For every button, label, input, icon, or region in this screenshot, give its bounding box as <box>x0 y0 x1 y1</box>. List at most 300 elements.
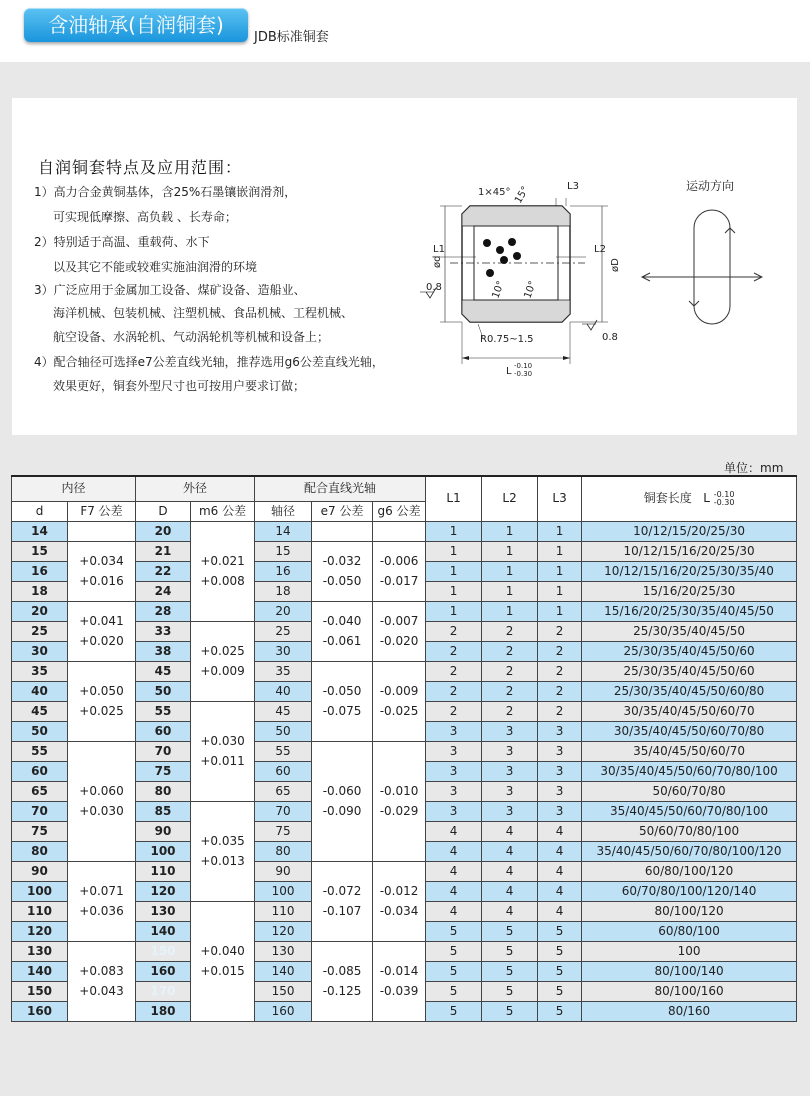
cell-l3: 5 <box>538 1001 582 1021</box>
spec-table-body <box>12 521 797 1021</box>
cell-l1: 3 <box>426 761 482 781</box>
cell-g6-tolerance-value: -0.010 <box>379 784 419 798</box>
cell-l2: 1 <box>482 581 538 601</box>
cell-D: 60 <box>136 721 191 741</box>
cell-D: 170 <box>136 981 191 1001</box>
cell-e7-tolerance-value: -0.125 <box>322 984 362 998</box>
cell-length: 80/100/120 <box>582 901 797 921</box>
spec-table-wrapper <box>11 475 796 1025</box>
cell-shaft-diameter: 55 <box>255 741 312 761</box>
cell-shaft-diameter: 130 <box>255 941 312 961</box>
cell-length: 80/100/160 <box>582 981 797 1001</box>
cell-e7-tolerance <box>312 541 373 601</box>
cell-d: 35 <box>12 661 68 681</box>
cell-l2: 1 <box>482 601 538 621</box>
cell-l1: 5 <box>426 941 482 961</box>
cell-g6-tolerance-value: -0.025 <box>379 704 419 718</box>
table-row <box>12 661 797 681</box>
cell-l2: 1 <box>482 561 538 581</box>
cell-e7-tolerance-value: -0.032 <box>322 554 362 568</box>
cell-g6-tolerance <box>373 861 426 941</box>
cell-l3: 2 <box>538 661 582 681</box>
cell-f7-tolerance-value: +0.071 <box>79 884 124 898</box>
cell-D: 85 <box>136 801 191 821</box>
cell-e7-tolerance-value: -0.061 <box>322 634 362 648</box>
cell-shaft-diameter: 50 <box>255 721 312 741</box>
table-row <box>12 541 797 561</box>
cell-f7-tolerance-value: +0.041 <box>79 614 124 628</box>
feature-line: 海洋机械、包装机械、注塑机械、食品机械、工程机械、 <box>53 306 354 320</box>
cell-l1: 1 <box>426 601 482 621</box>
length-tol-lower: -0.30 <box>514 370 533 378</box>
cell-d: 70 <box>12 801 68 821</box>
header-f7: F7 公差 <box>68 501 136 521</box>
cell-g6-tolerance-value: -0.017 <box>379 574 419 588</box>
bushing-wall-bottom <box>462 300 570 322</box>
cell-D: 55 <box>136 701 191 721</box>
cell-l3: 2 <box>538 621 582 641</box>
cell-shaft-diameter: 40 <box>255 681 312 701</box>
cell-l2: 1 <box>482 541 538 561</box>
cell-l3: 3 <box>538 801 582 821</box>
cell-m6-tolerance-value: +0.009 <box>200 664 245 678</box>
cell-f7-tolerance-value: +0.036 <box>79 904 124 918</box>
cell-g6-tolerance-value: -0.039 <box>379 984 419 998</box>
cell-l3: 1 <box>538 601 582 621</box>
cell-m6-tolerance <box>191 801 255 901</box>
cell-f7-tolerance <box>68 861 136 941</box>
cell-f7-tolerance <box>68 941 136 1021</box>
feature-line: 1）高力合金黄铜基体，含25%石墨镶嵌润滑剂， <box>34 185 297 199</box>
cell-l3: 1 <box>538 541 582 561</box>
cell-length: 25/30/35/40/45/50/60 <box>582 661 797 681</box>
cell-length: 35/40/45/50/60/70/80/100/120 <box>582 841 797 861</box>
length-label: L <box>506 366 512 377</box>
cell-shaft-diameter: 110 <box>255 901 312 921</box>
cell-l1: 2 <box>426 701 482 721</box>
table-row <box>12 941 797 961</box>
cell-shaft-diameter: 80 <box>255 841 312 861</box>
cell-D: 80 <box>136 781 191 801</box>
header-m6: m6 公差 <box>191 501 255 521</box>
cell-e7-tolerance-value: -0.060 <box>322 784 362 798</box>
cell-l3: 2 <box>538 681 582 701</box>
cell-m6-tolerance-value: +0.021 <box>200 554 245 568</box>
cell-l1: 4 <box>426 901 482 921</box>
cell-l3: 3 <box>538 741 582 761</box>
cell-g6-tolerance-value: -0.007 <box>379 614 419 628</box>
cell-m6-tolerance <box>191 901 255 1021</box>
cell-g6-tolerance <box>373 941 426 1021</box>
bushing-section-diagram <box>380 176 630 386</box>
cell-l1: 3 <box>426 741 482 761</box>
cell-l1: 1 <box>426 561 482 581</box>
cell-m6-tolerance <box>191 521 255 621</box>
feature-line: 4）配合轴径可选择e7公差直线光轴，推荐选用g6公差直线光轴， <box>34 355 384 369</box>
table-row <box>12 861 797 881</box>
cell-e7-tolerance-value: -0.050 <box>322 574 362 588</box>
cell-shaft-diameter: 60 <box>255 761 312 781</box>
cell-g6-tolerance <box>373 541 426 601</box>
cell-l3: 2 <box>538 701 582 721</box>
motion-direction-diagram <box>640 176 770 346</box>
cell-D: 38 <box>136 641 191 661</box>
bushing-length-tolerance: -0.10 -0.30 <box>713 489 735 507</box>
cell-l2: 5 <box>482 961 538 981</box>
cell-m6-tolerance-value: +0.040 <box>200 944 245 958</box>
motion-label: 运动方向 <box>686 179 735 193</box>
angle-left-label: 10° <box>490 279 507 301</box>
cell-f7-tolerance-value: +0.030 <box>79 804 124 818</box>
cell-l1: 1 <box>426 581 482 601</box>
cell-l2: 5 <box>482 1001 538 1021</box>
cell-D: 120 <box>136 881 191 901</box>
cell-e7-tolerance <box>312 861 373 941</box>
cell-shaft-diameter: 25 <box>255 621 312 641</box>
cell-l2: 3 <box>482 741 538 761</box>
cell-l1: 2 <box>426 661 482 681</box>
roughness-mark-right <box>587 320 597 330</box>
cell-length: 60/80/100/120 <box>582 861 797 881</box>
cell-l2: 2 <box>482 661 538 681</box>
cell-l2: 4 <box>482 821 538 841</box>
cell-length: 10/12/15/16/20/25/30/35/40 <box>582 561 797 581</box>
cell-shaft-diameter: 100 <box>255 881 312 901</box>
cell-e7-tolerance-value: -0.040 <box>322 614 362 628</box>
cell-g6-tolerance-value: -0.029 <box>379 804 419 818</box>
cell-d: 120 <box>12 921 68 941</box>
cell-d: 140 <box>12 961 68 981</box>
cell-d: 18 <box>12 581 68 601</box>
cell-g6-tolerance-value: -0.009 <box>379 684 419 698</box>
ra-left-label: 0.8 <box>426 282 442 293</box>
ra-right-label: 0.8 <box>602 332 618 343</box>
cell-f7-tolerance <box>68 741 136 861</box>
cell-g6-tolerance-value: -0.012 <box>379 884 419 898</box>
cell-shaft-diameter: 140 <box>255 961 312 981</box>
od-label: ød <box>432 255 443 268</box>
header-l1: L1 <box>426 476 482 521</box>
cell-l3: 3 <box>538 721 582 741</box>
cell-shaft-diameter: 18 <box>255 581 312 601</box>
cell-l3: 5 <box>538 941 582 961</box>
cell-l3: 4 <box>538 881 582 901</box>
cell-l3: 5 <box>538 961 582 981</box>
cell-l3: 3 <box>538 781 582 801</box>
cell-g6-tolerance <box>373 521 426 541</box>
cell-l3: 3 <box>538 761 582 781</box>
cell-length: 35/40/45/50/60/70 <box>582 741 797 761</box>
cell-d: 20 <box>12 601 68 621</box>
cell-e7-tolerance-value: -0.090 <box>322 804 362 818</box>
cell-d: 40 <box>12 681 68 701</box>
cell-l2: 3 <box>482 761 538 781</box>
features-panel <box>12 98 797 435</box>
cell-l1: 3 <box>426 781 482 801</box>
cell-length: 25/30/35/40/45/50/60 <box>582 641 797 661</box>
cell-length: 80/160 <box>582 1001 797 1021</box>
header <box>0 0 810 62</box>
cell-D: 130 <box>136 901 191 921</box>
cell-l1: 1 <box>426 541 482 561</box>
cell-e7-tolerance-value: -0.085 <box>322 964 362 978</box>
header-bushing-length <box>582 476 797 521</box>
cell-shaft-diameter: 14 <box>255 521 312 541</box>
cell-e7-tolerance <box>312 521 373 541</box>
cell-l3: 1 <box>538 561 582 581</box>
cell-length: 30/35/40/45/50/60/70 <box>582 701 797 721</box>
cell-f7-tolerance <box>68 521 136 541</box>
cell-shaft-diameter: 16 <box>255 561 312 581</box>
cell-d: 160 <box>12 1001 68 1021</box>
cell-shaft-diameter: 15 <box>255 541 312 561</box>
radius-label: R0.75~1.5 <box>480 334 534 345</box>
cell-l1: 4 <box>426 841 482 861</box>
chamfer-label: 1×45° <box>478 187 511 198</box>
cell-d: 15 <box>12 541 68 561</box>
cell-D: 90 <box>136 821 191 841</box>
cell-f7-tolerance-value: +0.050 <box>79 684 124 698</box>
cell-l3: 5 <box>538 981 582 1001</box>
angle-right-label: 10° <box>522 279 539 301</box>
cell-D: 45 <box>136 661 191 681</box>
cell-m6-tolerance-value: +0.015 <box>200 964 245 978</box>
cell-l3: 4 <box>538 841 582 861</box>
cell-shaft-diameter: 90 <box>255 861 312 881</box>
cell-l3: 5 <box>538 921 582 941</box>
cell-shaft-diameter: 65 <box>255 781 312 801</box>
header-d: d <box>12 501 68 521</box>
feature-line: 航空设备、水涡轮机、气动涡轮机等机械和设备上； <box>53 330 330 344</box>
cell-length: 80/100/140 <box>582 961 797 981</box>
cell-D: 160 <box>136 961 191 981</box>
cell-m6-tolerance-value: +0.035 <box>200 834 245 848</box>
cell-l1: 3 <box>426 721 482 741</box>
page-title: 含油轴承(自润铜套) <box>24 8 248 42</box>
cell-e7-tolerance <box>312 741 373 861</box>
cell-f7-tolerance <box>68 601 136 661</box>
cell-D: 20 <box>136 521 191 541</box>
cell-f7-tolerance <box>68 541 136 601</box>
oD-label: øD <box>610 258 621 272</box>
cell-f7-tolerance-value: +0.034 <box>79 554 124 568</box>
cell-shaft-diameter: 70 <box>255 801 312 821</box>
header-inner-diameter: 内径 <box>12 476 136 501</box>
angle-top-label: 15° <box>513 184 532 206</box>
header-mating-shaft: 配合直线光轴 <box>255 476 426 501</box>
cell-l2: 2 <box>482 701 538 721</box>
cell-length: 15/16/20/25/30 <box>582 581 797 601</box>
cell-l2: 2 <box>482 621 538 641</box>
cell-D: 33 <box>136 621 191 641</box>
features-title: 自润铜套特点及应用范围： <box>38 158 243 177</box>
feature-line: 以及其它不能或较难实施油润滑的环境 <box>53 260 258 274</box>
motion-slot-icon <box>694 210 730 324</box>
cell-length: 25/30/35/40/45/50/60/80 <box>582 681 797 701</box>
cell-g6-tolerance-value: -0.020 <box>379 634 419 648</box>
cell-shaft-diameter: 150 <box>255 981 312 1001</box>
cell-f7-tolerance-value: +0.083 <box>79 964 124 978</box>
header-D: D <box>136 501 191 521</box>
cell-l1: 4 <box>426 881 482 901</box>
table-row <box>12 741 797 761</box>
cell-d: 100 <box>12 881 68 901</box>
cell-l1: 3 <box>426 801 482 821</box>
cell-l2: 1 <box>482 521 538 541</box>
cell-length: 60/70/80/100/120/140 <box>582 881 797 901</box>
cell-f7-tolerance-value: +0.025 <box>79 704 124 718</box>
cell-e7-tolerance <box>312 601 373 661</box>
cell-e7-tolerance-value: -0.107 <box>322 904 362 918</box>
cell-shaft-diameter: 45 <box>255 701 312 721</box>
cell-l1: 5 <box>426 981 482 1001</box>
cell-d: 150 <box>12 981 68 1001</box>
cell-l1: 2 <box>426 621 482 641</box>
l3-label: L3 <box>567 181 579 192</box>
cell-m6-tolerance <box>191 621 255 701</box>
cell-l1: 1 <box>426 521 482 541</box>
cell-m6-tolerance <box>191 701 255 801</box>
cell-length: 10/12/15/16/20/25/30 <box>582 541 797 561</box>
header-e7: e7 公差 <box>312 501 373 521</box>
cell-l3: 2 <box>538 641 582 661</box>
cell-length: 50/60/70/80 <box>582 781 797 801</box>
table-row <box>12 601 797 621</box>
cell-shaft-diameter: 120 <box>255 921 312 941</box>
cell-D: 22 <box>136 561 191 581</box>
cell-l3: 1 <box>538 581 582 601</box>
cell-shaft-diameter: 30 <box>255 641 312 661</box>
cell-l2: 2 <box>482 641 538 661</box>
cell-length: 30/35/40/45/50/60/70/80 <box>582 721 797 741</box>
cell-length: 60/80/100 <box>582 921 797 941</box>
feature-line: 可实现低摩擦、高负载 、长寿命； <box>53 210 237 224</box>
cell-d: 25 <box>12 621 68 641</box>
cell-l1: 2 <box>426 681 482 701</box>
cell-l2: 4 <box>482 841 538 861</box>
cell-e7-tolerance-value: -0.072 <box>322 884 362 898</box>
feature-line: 3）广泛应用于金属加工设备、煤矿设备、造船业、 <box>34 283 306 297</box>
cell-e7-tolerance <box>312 661 373 741</box>
cell-g6-tolerance <box>373 741 426 861</box>
cell-shaft-diameter: 160 <box>255 1001 312 1021</box>
cell-length: 15/16/20/25/30/35/40/45/50 <box>582 601 797 621</box>
header-g6: g6 公差 <box>373 501 426 521</box>
cell-D: 28 <box>136 601 191 621</box>
cell-g6-tolerance <box>373 601 426 661</box>
cell-m6-tolerance-value: +0.008 <box>200 574 245 588</box>
cell-D: 140 <box>136 921 191 941</box>
bushing-length-symbol: L <box>703 491 710 506</box>
cell-g6-tolerance-value: -0.034 <box>379 904 419 918</box>
cell-l2: 4 <box>482 901 538 921</box>
cell-d: 110 <box>12 901 68 921</box>
cell-l3: 4 <box>538 901 582 921</box>
cell-e7-tolerance-value: -0.075 <box>322 704 362 718</box>
cell-d: 60 <box>12 761 68 781</box>
cell-d: 65 <box>12 781 68 801</box>
l2-label: L2 <box>594 244 606 255</box>
cell-d: 80 <box>12 841 68 861</box>
cell-shaft-diameter: 35 <box>255 661 312 681</box>
feature-line: 2）特别适于高温、重载荷、水下 <box>34 235 210 249</box>
unit-label: 单位：mm <box>724 461 784 475</box>
cell-length: 10/12/15/20/25/30 <box>582 521 797 541</box>
cell-d: 30 <box>12 641 68 661</box>
header-outer-diameter: 外径 <box>136 476 255 501</box>
cell-d: 14 <box>12 521 68 541</box>
cell-shaft-diameter: 20 <box>255 601 312 621</box>
cell-l2: 5 <box>482 921 538 941</box>
cell-length: 30/35/40/45/50/60/70/80/100 <box>582 761 797 781</box>
cell-D: 110 <box>136 861 191 881</box>
cell-e7-tolerance-value: -0.050 <box>322 684 362 698</box>
cell-d: 90 <box>12 861 68 881</box>
cell-l2: 5 <box>482 941 538 961</box>
cell-l3: 1 <box>538 521 582 541</box>
cell-l1: 5 <box>426 1001 482 1021</box>
cell-l2: 5 <box>482 981 538 1001</box>
cell-l1: 2 <box>426 641 482 661</box>
cell-l2: 4 <box>482 881 538 901</box>
header-l3: L3 <box>538 476 582 521</box>
cell-l1: 4 <box>426 821 482 841</box>
cell-length: 25/30/35/40/45/50 <box>582 621 797 641</box>
cell-l2: 2 <box>482 681 538 701</box>
cell-l2: 3 <box>482 801 538 821</box>
cell-d: 55 <box>12 741 68 761</box>
cell-l1: 4 <box>426 861 482 881</box>
cell-l1: 5 <box>426 921 482 941</box>
bushing-wall-top <box>462 206 570 226</box>
cell-l2: 3 <box>482 781 538 801</box>
cell-D: 50 <box>136 681 191 701</box>
cell-l3: 4 <box>538 861 582 881</box>
cell-m6-tolerance-value: +0.025 <box>200 644 245 658</box>
cell-l2: 3 <box>482 721 538 741</box>
cell-D: 150 <box>136 941 191 961</box>
cell-d: 16 <box>12 561 68 581</box>
cell-m6-tolerance-value: +0.030 <box>200 734 245 748</box>
cell-g6-tolerance-value: -0.014 <box>379 964 419 978</box>
length-tol-upper: -0.10 <box>514 362 533 370</box>
cell-D: 100 <box>136 841 191 861</box>
bushing-length-title: 铜套长度 <box>643 491 692 506</box>
cell-f7-tolerance-value: +0.043 <box>79 984 124 998</box>
cell-length: 50/60/70/80/100 <box>582 821 797 841</box>
feature-line: 效果更好，铜套外型尺寸也可按用户要求订做； <box>53 379 306 393</box>
cell-length: 35/40/45/50/60/70/80/100 <box>582 801 797 821</box>
cell-f7-tolerance-value: +0.016 <box>79 574 124 588</box>
spec-table <box>11 475 797 1022</box>
cell-shaft-diameter: 75 <box>255 821 312 841</box>
cell-d: 45 <box>12 701 68 721</box>
cell-m6-tolerance-value: +0.013 <box>200 854 245 868</box>
cell-length: 100 <box>582 941 797 961</box>
cell-f7-tolerance <box>68 661 136 741</box>
header-shaft-diameter: 轴径 <box>255 501 312 521</box>
cell-l1: 5 <box>426 961 482 981</box>
page-subtitle: JDB标准铜套 <box>254 30 329 45</box>
cell-e7-tolerance <box>312 941 373 1021</box>
cell-f7-tolerance-value: +0.020 <box>79 634 124 648</box>
cell-d: 50 <box>12 721 68 741</box>
cell-d: 130 <box>12 941 68 961</box>
header-l2: L2 <box>482 476 538 521</box>
cell-l3: 4 <box>538 821 582 841</box>
cell-D: 180 <box>136 1001 191 1021</box>
cell-m6-tolerance-value: +0.011 <box>200 754 245 768</box>
